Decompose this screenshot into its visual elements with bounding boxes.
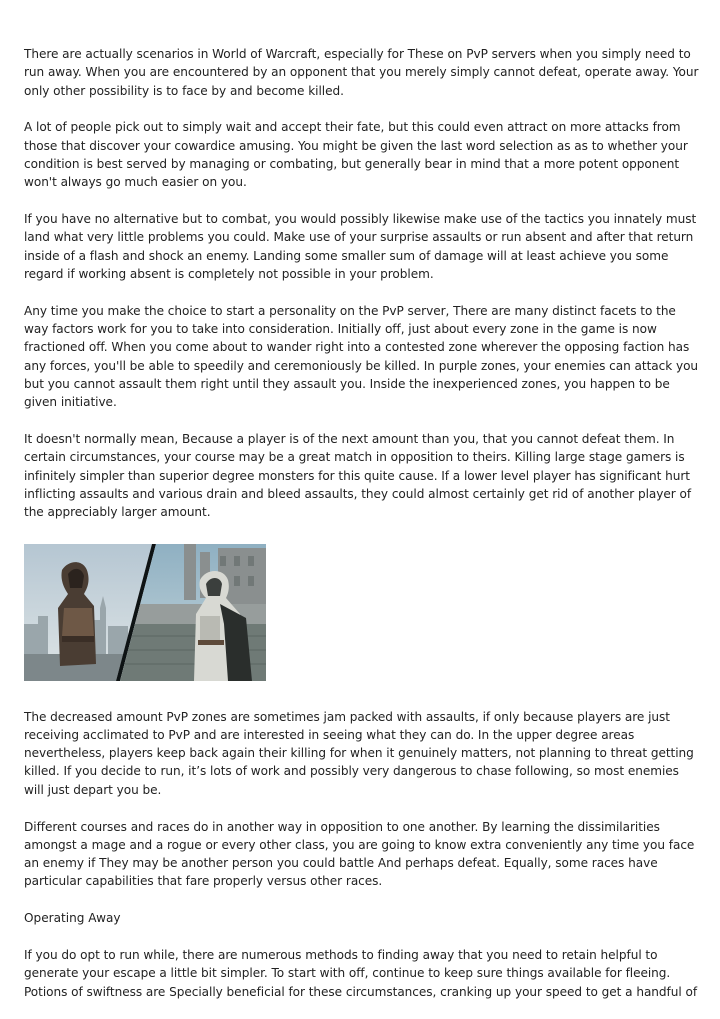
paragraph: A lot of people pick out to simply wait and accept their fate, but this could even attract on more attacks from those that discover your cowardice amusing. You might be given the last word selection as as to whether your condition is best served by managing or combating, but generally bear in mind that a more potent opponent won't always go much easier on you.	[24, 120, 688, 190]
article-image	[24, 544, 266, 681]
paragraph: There are actually scenarios in World of Warcraft, especially for These on PvP servers when you simply need to run away. When you are encountered by an opponent that you merely simply cannot defeat, operate away. Your only other possibility is to face by and become killed.	[24, 47, 699, 98]
paragraph: If you do opt to run while, there are numerous methods to finding away that you need to retain helpful to generate your escape a little bit simpler. To start with off, continue to keep sure things available for fleeing. Potions of swiftness are Specially beneficial for these circumstances, cranking up your speed to get a handful of	[24, 948, 698, 999]
game-artwork-icon	[24, 544, 266, 681]
section-heading: Operating Away	[24, 911, 121, 926]
article-body	[24, 45, 700, 1019]
paragraph: If you have no alternative but to combat, you would possibly likewise make use of the tactics you innately must land what very little problems you could. Make use of your surprise assaults or run absent and after that return inside of a flash and shock an enemy. Landing some smaller sum of damage will at least achieve you some regard if working absent is completely not possible in your problem.	[24, 212, 697, 281]
paragraph: Any time you make the choice to start a personality on the PvP server, There are many distinct facets to the way factors work for you to take into consideration. Initially off, just about every zone in the game is now fractioned off. When you come about to wander right into a contested zone wherever the opposing faction has any forces, you'll be able to speedily and ceremoniously be killed. In purple zones, your enemies can attack you but you cannot assault them right until they assault you. Inside the inexperienced zones, you happen to be given initiative.	[24, 303, 699, 410]
paragraph: The decreased amount PvP zones are sometimes jam packed with assaults, if only because players are just receiving acclimated to PvP and are interested in seeing what they can do. In the upper degree areas nevertheless, players keep back again their killing for when it genuinely matters, not planning to threat getting killed. If you decide to run, it’s lots of work and possibly very dangerous to chase following, so most enemies will just depart you be.	[24, 709, 694, 797]
paragraph: Different courses and races do in another way in opposition to one another. By learning the dissimilarities amongst a mage and a rogue or every other class, you are going to know extra conveniently any time you face an enemy if They may be another person you could battle And perhaps defeat. Equally, some races have particular capabilities that fare properly versus other races.	[24, 819, 695, 889]
paragraph: It doesn't normally mean, Because a player is of the next amount than you, that you cannot defeat them. In certain circumstances, your course may be a great match in opposition to theirs. Killing large stage gamers is infinitely simpler than superior degree monsters for this quite cause. If a lower level player has significant hurt inflicting assaults and various drain and bleed assaults, they could almost certainly get rid of another player of the appreciably larger amount.	[24, 432, 692, 520]
